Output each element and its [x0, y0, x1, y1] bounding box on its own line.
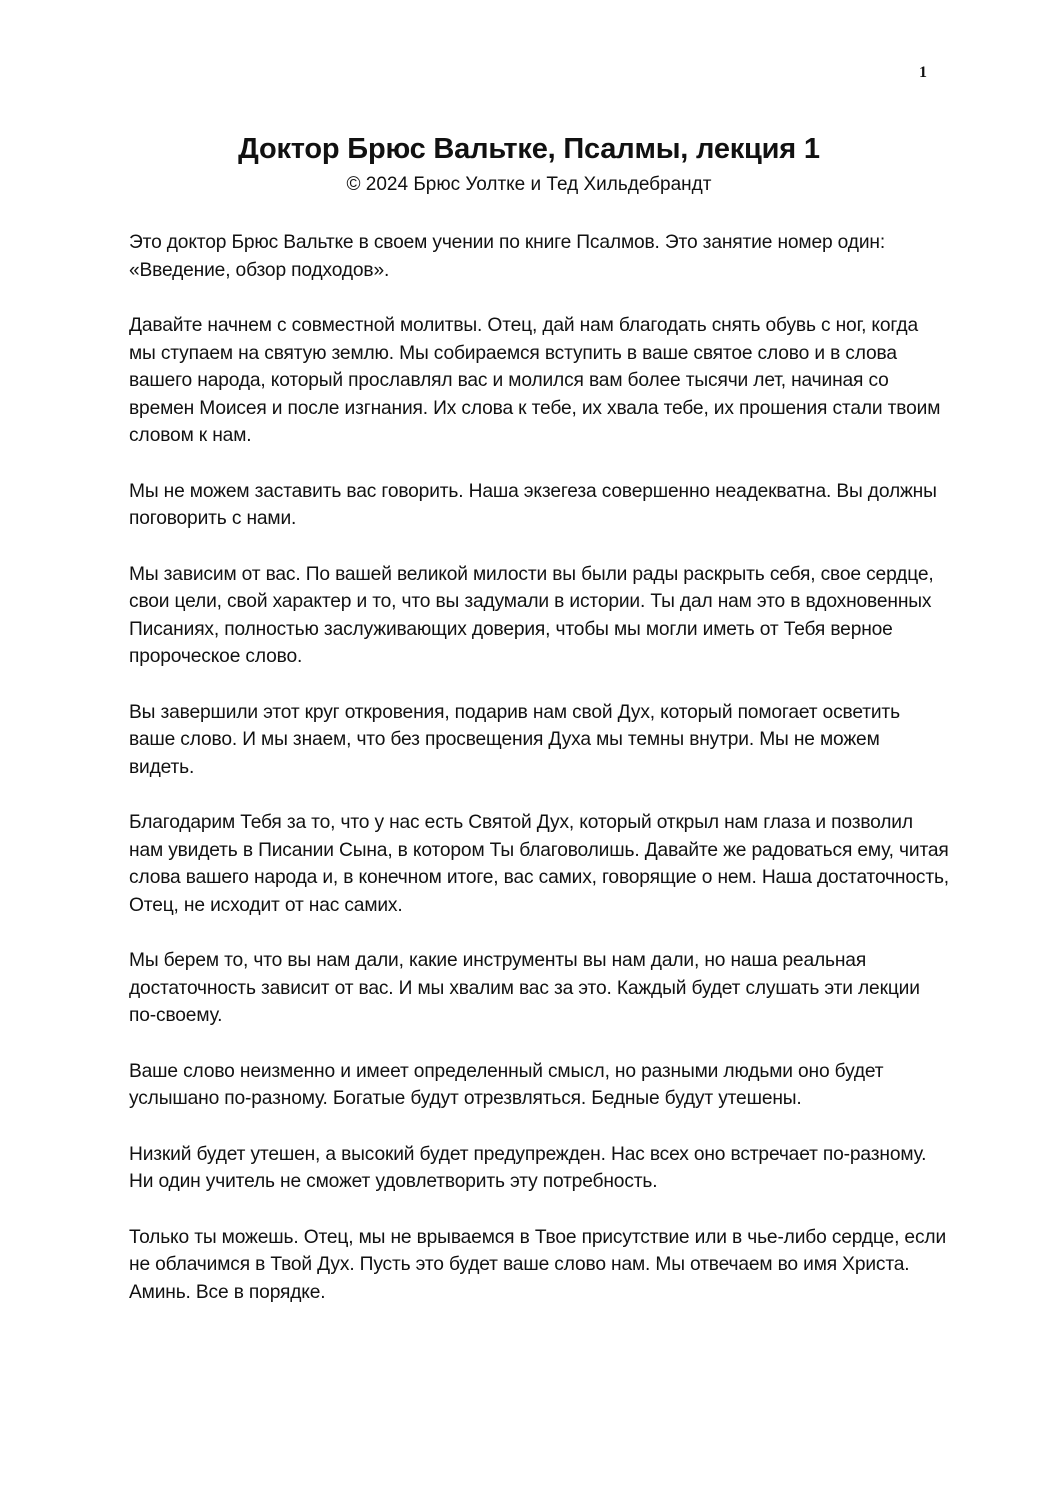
- paragraph: Благодарим Тебя за то, что у нас есть Святой Дух, который открыл нам глаза и позволил нам увидеть в Писании Сына, в котором Ты благоволишь. Давайте же радоваться ему, читая слова вашего народа и, в конечном итоге, вас самих, говорящие о нем. Наша достаточность, Отец, не исходит от нас самих.: [129, 812, 949, 916]
- paragraph: Мы зависим от вас. По вашей великой милости вы были рады раскрыть себя, свое сердце, свои цели, свой характер и то, что вы задумали в истории. Ты дал нам это в вдохновенных Писаниях, полностью заслуживающих доверия, чтобы мы могли иметь от Тебя верное пророческое слово.: [129, 563, 934, 667]
- paragraph: Мы не можем заставить вас говорить. Наша экзегеза совершенно неадекватна. Вы должны поговорить с нами.: [129, 480, 937, 529]
- document-title: Доктор Брюс Вальтке, Псалмы, лекция 1: [238, 133, 820, 165]
- page-number: 1: [919, 64, 927, 81]
- paragraph: Ваше слово неизменно и имеет определенный смысл, но разными людьми оно будет услышано по-разному. Богатые будут отрезвляться. Бедные будут утешены.: [129, 1060, 884, 1109]
- document-body: [129, 229, 949, 1334]
- paragraph: Мы берем то, что вы нам дали, какие инструменты вы нам дали, но наша реальная достаточность зависит от вас. И мы хвалим вас за это. Каждый будет слушать эти лекции по-своему.: [129, 950, 920, 1026]
- paragraph: Низкий будет утешен, а высокий будет предупрежден. Нас всех оно встречает по-разному. Ни один учитель не сможет удовлетворить эту потребность.: [129, 1143, 927, 1192]
- paragraph: Вы завершили этот круг откровения, подарив нам свой Дух, который помогает осветить ваше слово. И мы знаем, что без просвещения Духа мы темны внутри. Мы не можем видеть.: [129, 701, 900, 778]
- document-subtitle: © 2024 Брюс Уолтке и Тед Хильдебрандт: [346, 174, 712, 195]
- paragraph: Это доктор Брюс Вальтке в своем учении по книге Псалмов. Это занятие номер один: «Введение, обзор подходов».: [129, 232, 886, 281]
- paragraph: Только ты можешь. Отец, мы не врываемся в Твое присутствие или в чье-либо сердце, если не облачимся в Твой Дух. Пусть это будет ваше слово нам. Мы отвечаем во имя Христа. Аминь. Все в порядке.: [129, 1226, 947, 1303]
- paragraph: Давайте начнем с совместной молитвы. Отец, дай нам благодать снять обувь с ног, когда мы ступаем на святую землю. Мы собираемся вступить в ваше святое слово и в слова вашего народа, который прославлял вас и молился вам более тысячи лет, начиная со времен Моисея и после изгнания. Их слова к тебе, их хвала тебе, их прошения стали твоим словом к нам.: [129, 315, 941, 446]
